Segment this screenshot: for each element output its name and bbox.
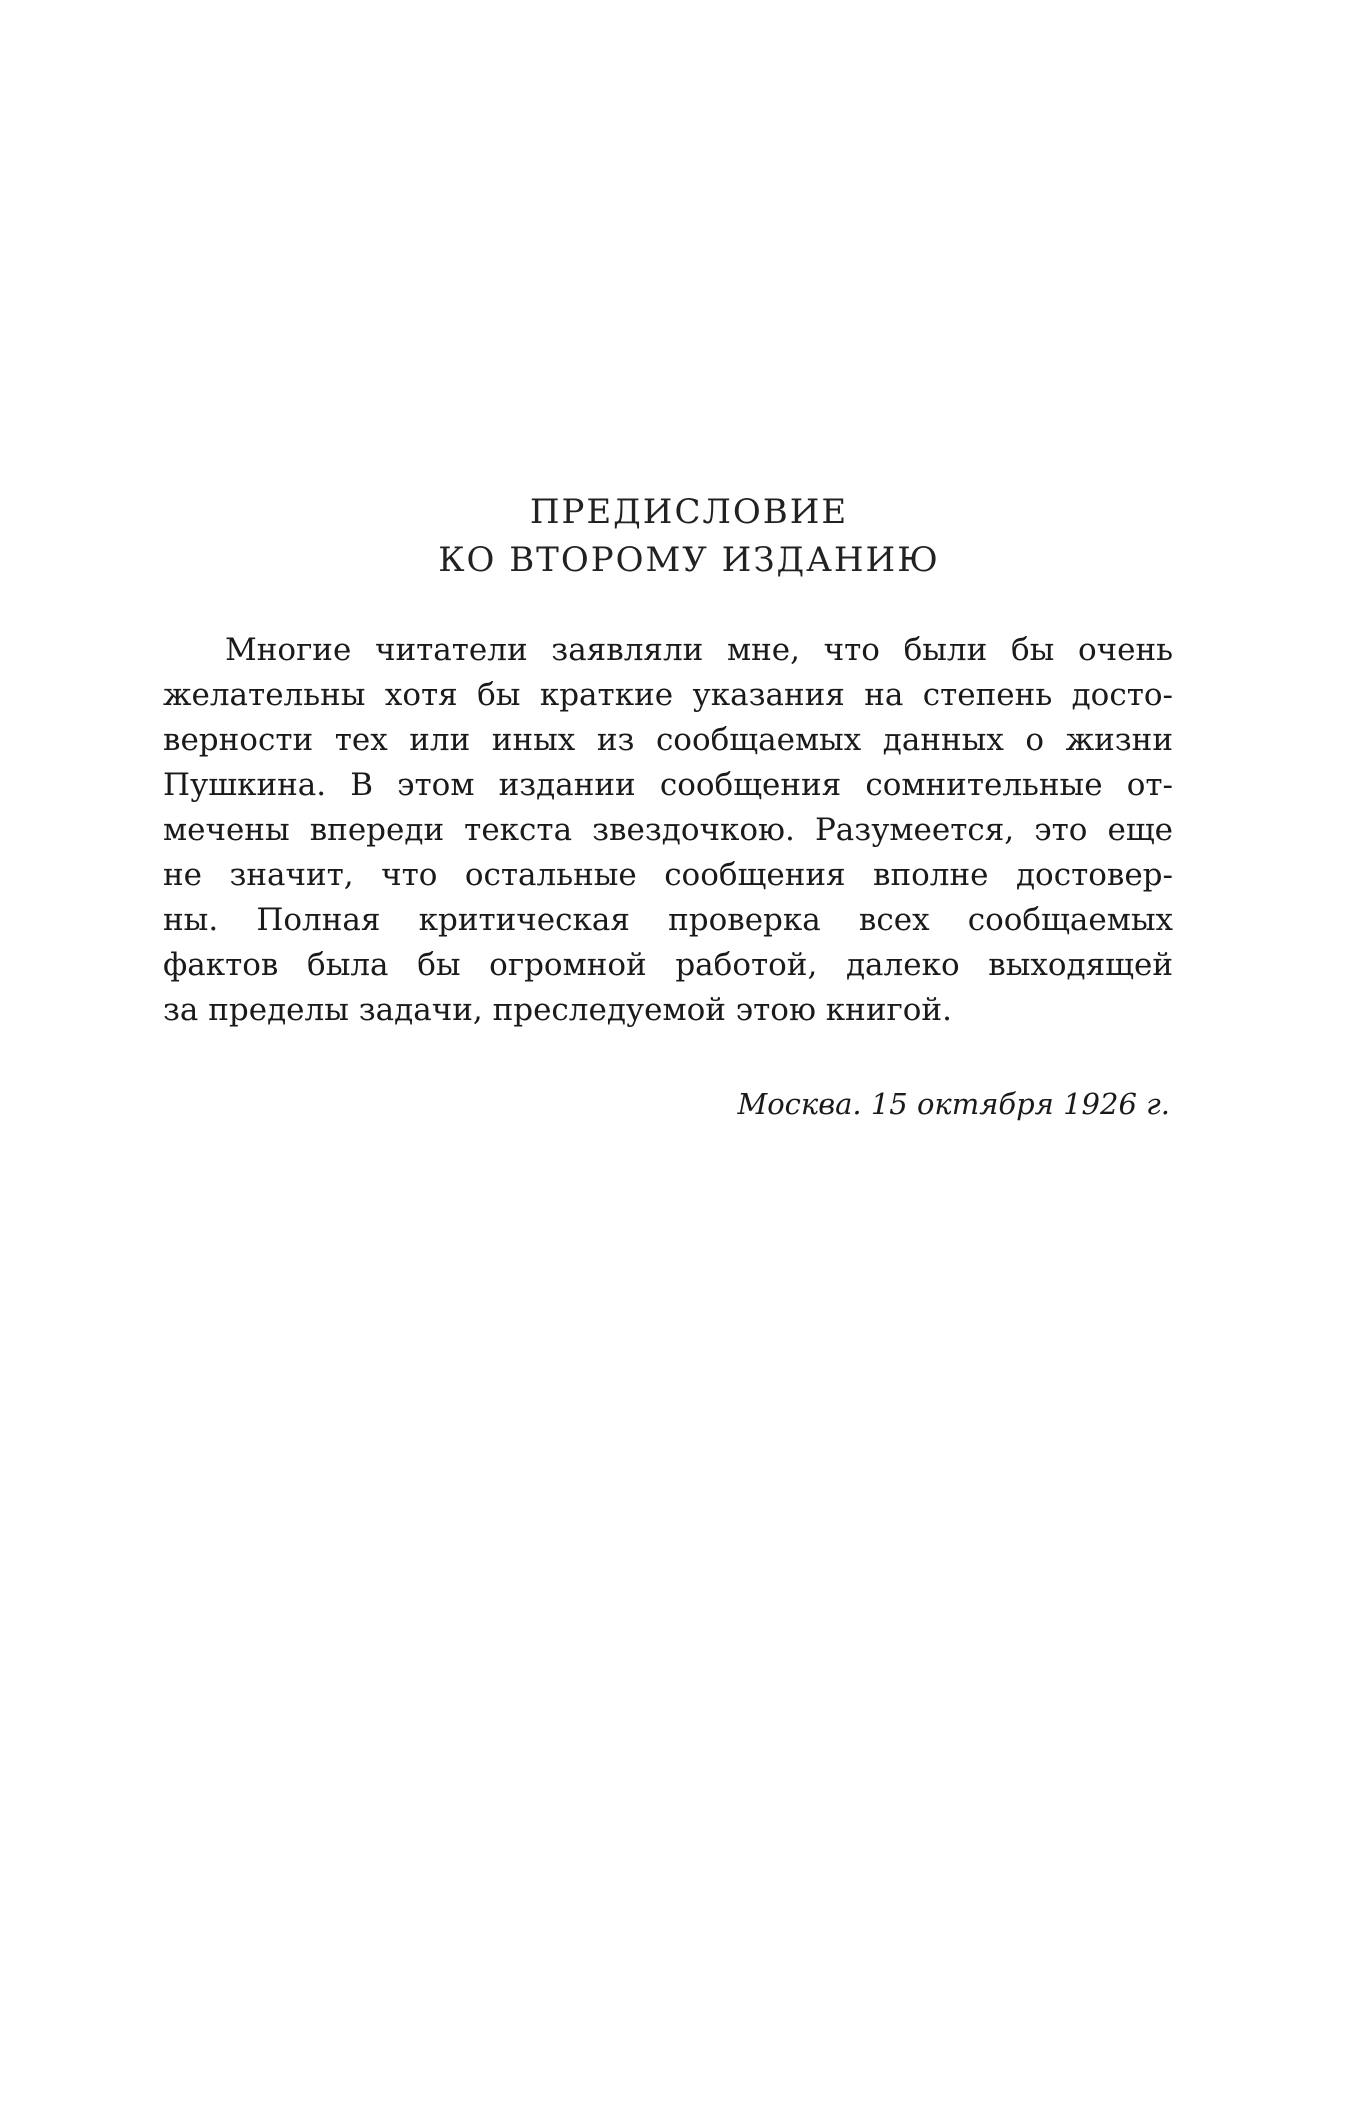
paragraph-line: за пределы задачи, преследуемой этою книгой.	[163, 992, 952, 1028]
paragraph-line: мечены впереди текста звездочкою. Разумеется, это еще	[163, 812, 1173, 848]
paragraph-line: фактов была бы огромной работой, далеко выходящей	[163, 947, 1173, 983]
paragraph-line: ны. Полная критическая проверка всех сообщаемых	[163, 902, 1173, 938]
signature-place-date: Москва. 15 октября 1926 г.	[737, 1087, 1170, 1121]
paragraph-line: не значит, что остальные сообщения вполне достовер-	[163, 857, 1173, 893]
title-line-1: ПРЕДИСЛОВИЕ	[529, 492, 849, 532]
paragraph-line: желательны хотя бы краткие указания на степень досто-	[163, 677, 1173, 713]
paragraph-line: Пушкина. В этом издании сообщения сомнительные от-	[163, 767, 1173, 803]
paragraph-line: Многие читатели заявляли мне, что были бы очень	[225, 632, 1173, 668]
title-line-2: КО ВТОРОМУ ИЗДАНИЮ	[438, 540, 940, 580]
paragraph-line: верности тех или иных из сообщаемых данных о жизни	[163, 722, 1173, 758]
